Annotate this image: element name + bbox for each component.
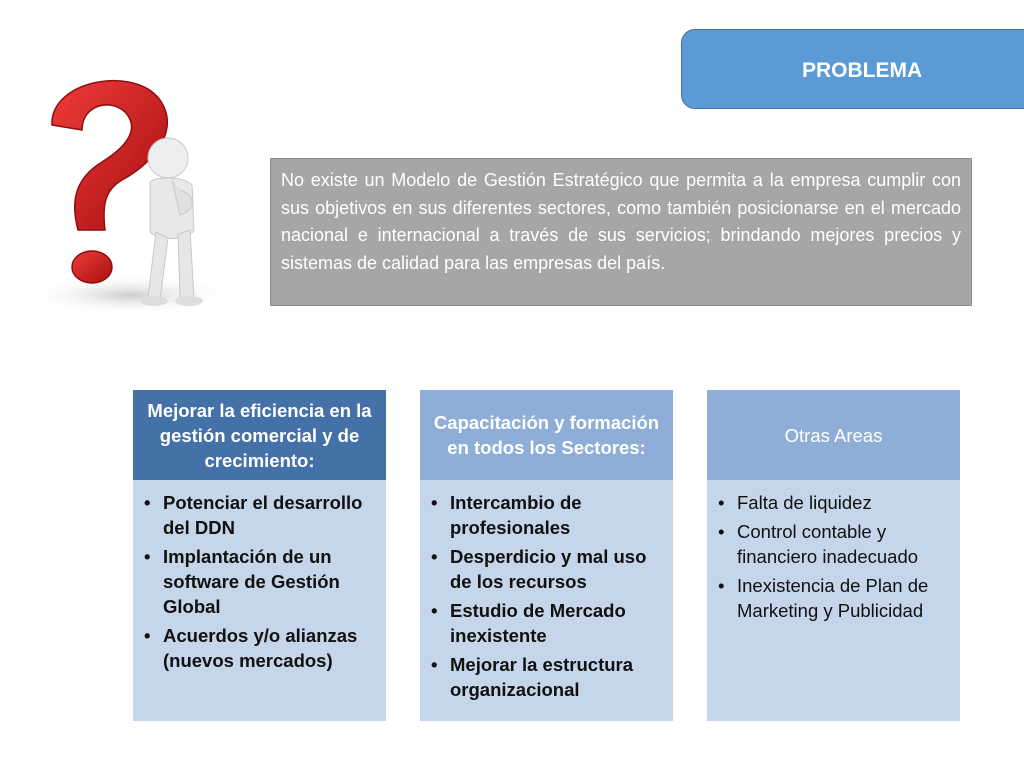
problem-title: PROBLEMA <box>802 59 923 82</box>
column-title: Otras Areas <box>707 390 960 480</box>
list-item: • Control contable y financiero inadecuado <box>737 519 950 569</box>
column-list <box>420 480 673 702</box>
list-item: • Falta de liquidez <box>737 490 950 515</box>
column-other-areas <box>707 390 960 721</box>
problem-description: No existe un Modelo de Gestión Estratégico que permita a la empresa cumplir con sus objetivos en sus diferentes sectores, como también posicionarse en el mercado nacional e internacional a través de sus servicios; brindando mejores precios y sistemas de calidad para las empresas del país. <box>270 158 972 306</box>
column-title: Mejorar la eficiencia en la gestión comercial y de crecimiento: <box>133 390 386 480</box>
column-commercial-efficiency <box>133 390 386 721</box>
list-item: • Implantación de un software de Gestión Global <box>163 544 376 619</box>
column-list <box>133 480 386 673</box>
column-list <box>707 480 960 623</box>
list-item: • Inexistencia de Plan de Marketing y Publicidad <box>737 573 950 623</box>
list-item: • Desperdicio y mal uso de los recursos <box>450 544 663 594</box>
list-item: • Mejorar la estructura organizacional <box>450 652 663 702</box>
list-item: • Estudio de Mercado inexistente <box>450 598 663 648</box>
column-training <box>420 390 673 721</box>
list-item: • Intercambio de profesionales <box>450 490 663 540</box>
list-item: • Potenciar el desarrollo del DDN <box>163 490 376 540</box>
question-mark-figure-icon <box>10 70 260 330</box>
column-title: Capacitación y formación en todos los Sectores: <box>420 390 673 480</box>
list-item: • Acuerdos y/o alianzas (nuevos mercados) <box>163 623 376 673</box>
problem-header <box>681 29 1024 109</box>
